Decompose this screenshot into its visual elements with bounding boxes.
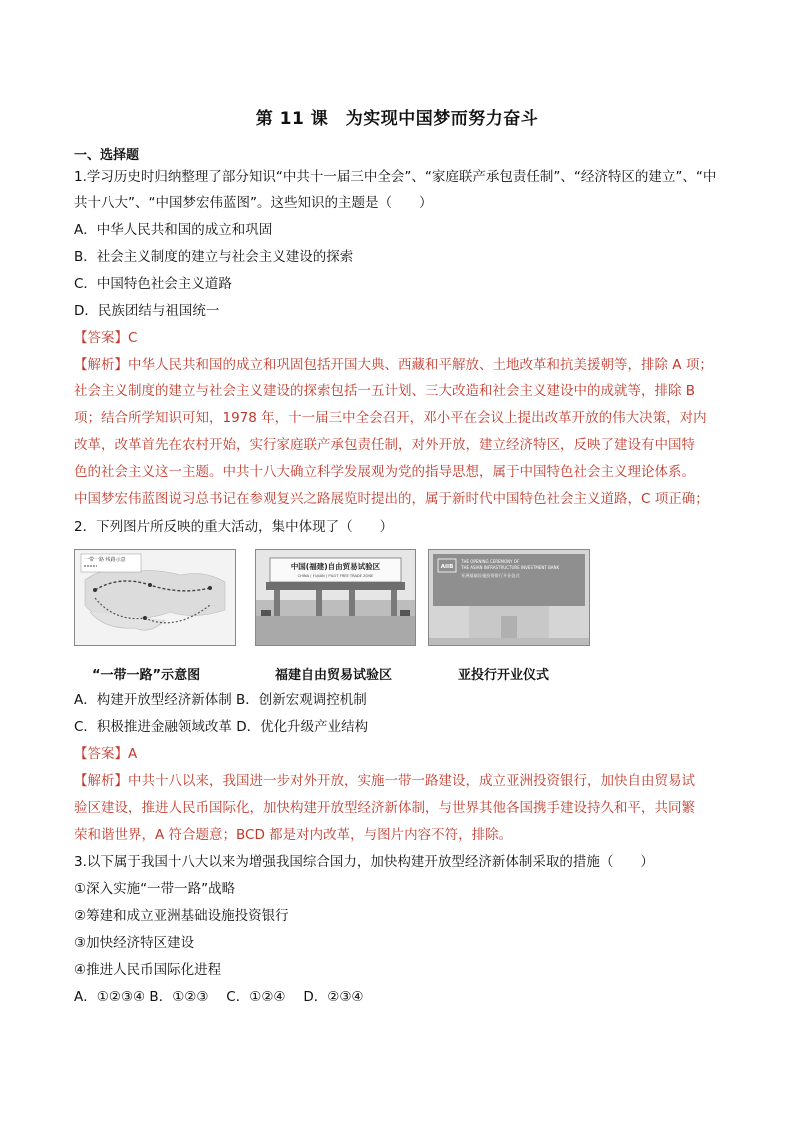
ftz-sign-subtext: CHINA ( FUJIAN ) PILOT FREE TRADE ZONE (297, 574, 374, 578)
analysis-tag: 【解析】 (74, 773, 128, 789)
q1-option-b: B．社会主义制度的建立与社会主义建设的探索 (74, 249, 354, 265)
q1-stem-line1: 1.学习历史时归纳整理了部分知识“中共十一届三中全会”、“家庭联产承包责任制”、“经济特区的建立”、“中 (74, 169, 717, 185)
ftz-sign-text: 中国(福建)自由贸易试验区 (290, 562, 381, 571)
q1-analysis-line: 色的社会主义这一主题。中共十八大确立科学发展观为党的指导思想，属于中国特色社会主义理论体系。 (74, 464, 695, 480)
aiib-title-en2: THE ASIAN INFRASTRUCTURE INVESTMENT BANK (461, 565, 560, 570)
belt-road-map-image (74, 549, 236, 646)
page-title: 第 11 课 为实现中国梦而努力奋斗 (255, 109, 539, 129)
answer-value: C (128, 330, 138, 346)
q1-option-c: C．中国特色社会主义道路 (74, 276, 232, 292)
analysis-tag: 【解析】 (74, 357, 128, 373)
q1-stem-line2: 共十八大”、“中国梦宏伟蓝图”。这些知识的主题是（ ） (74, 195, 433, 211)
analysis-text: 中华人民共和国的成立和巩固包括开国大典、西藏和平解放、土地改革和抗美援朝等，排除 A 项； (128, 357, 713, 373)
q1-analysis-line: 改革，改革首先在农村开始，实行家庭联产承包责任制，对外开放，建立经济特区，反映了建设有中国特 (74, 437, 695, 453)
q3-item-1: ①深入实施“一带一路”战略 (74, 881, 236, 897)
analysis-text: 中共十八以来，我国进一步对外开放，实施一带一路建设，成立亚洲投资银行，加快自由贸易试 (128, 773, 695, 789)
caption-fujian-ftz: 福建自由贸易试验区 (275, 668, 393, 683)
q2-image-row (74, 549, 594, 645)
q1-option-a: A．中华人民共和国的成立和巩固 (74, 222, 273, 238)
q1-analysis-line: 中国梦宏伟蓝图说习总书记在参观复兴之路展览时提出的，属于新时代中国特色社会主义道路，C 项正确； (74, 491, 709, 507)
q3-stem: 3.以下属于我国十八大以来为增强我国综合国力，加快构建开放型经济新体制采取的措施（ ） (74, 854, 654, 870)
caption-aiib: 亚投行开业仪式 (458, 668, 550, 683)
q3-item-4: ④推进人民币国际化进程 (74, 962, 222, 978)
q2-options-line2: C．积极推进金融领域改革 D．优化升级产业结构 (74, 719, 369, 735)
q2-stem: 2．下列图片所反映的重大活动，集中体现了（ ） (74, 519, 394, 535)
q2-answer (74, 745, 137, 763)
answer-value: A (128, 746, 138, 762)
q3-item-3: ③加快经济特区建设 (74, 935, 195, 951)
q1-analysis-line: 项；结合所学知识可知，1978 年，十一届三中全会召开，邓小平在会议上提出改革开放的伟大决策，对内 (74, 410, 707, 426)
q2-analysis-line: 验区建设，推进人民币国际化，加快构建开放型经济新体制，与世界其他各国携手建设持久和平，共同繁 (74, 800, 695, 816)
answer-tag: 【答案】 (74, 746, 128, 762)
q2-analysis-line: 荣和谐世界，A 符合题意；BCD 都是对内改革，与图片内容不符，排除。 (74, 827, 513, 843)
fujian-ftz-image (255, 549, 416, 646)
aiib-ceremony-image (428, 549, 590, 646)
q1-analysis-line: 社会主义制度的建立与社会主义建设的探索包括一五计划、三大改造和社会主义建设中的成就等，排除 B (74, 383, 696, 399)
q2-analysis-line (74, 772, 695, 790)
section-heading: 一、选择题 (74, 148, 140, 163)
q1-answer (74, 329, 137, 347)
q1-analysis-line (74, 356, 713, 374)
q3-item-2: ②筹建和成立亚洲基础设施投资银行 (74, 908, 289, 924)
map-label: 一带一路 线路示意 (84, 557, 126, 563)
q2-options-line1: A．构建开放型经济新体制 B．创新宏观调控机制 (74, 692, 367, 708)
q3-options: A．①②③④ B．①②③ C．①②④ D．②③④ (74, 989, 364, 1005)
aiib-title-cn: 亚洲基础设施投资银行开业仪式 (461, 573, 520, 578)
q1-option-d: D．民族团结与祖国统一 (74, 303, 220, 319)
caption-belt-road: “一带一路”示意图 (92, 668, 201, 683)
aiib-title-en1: THE OPENING CEREMONY OF (461, 559, 520, 564)
answer-tag: 【答案】 (74, 330, 128, 346)
aiib-logo: AIIB (440, 564, 454, 570)
